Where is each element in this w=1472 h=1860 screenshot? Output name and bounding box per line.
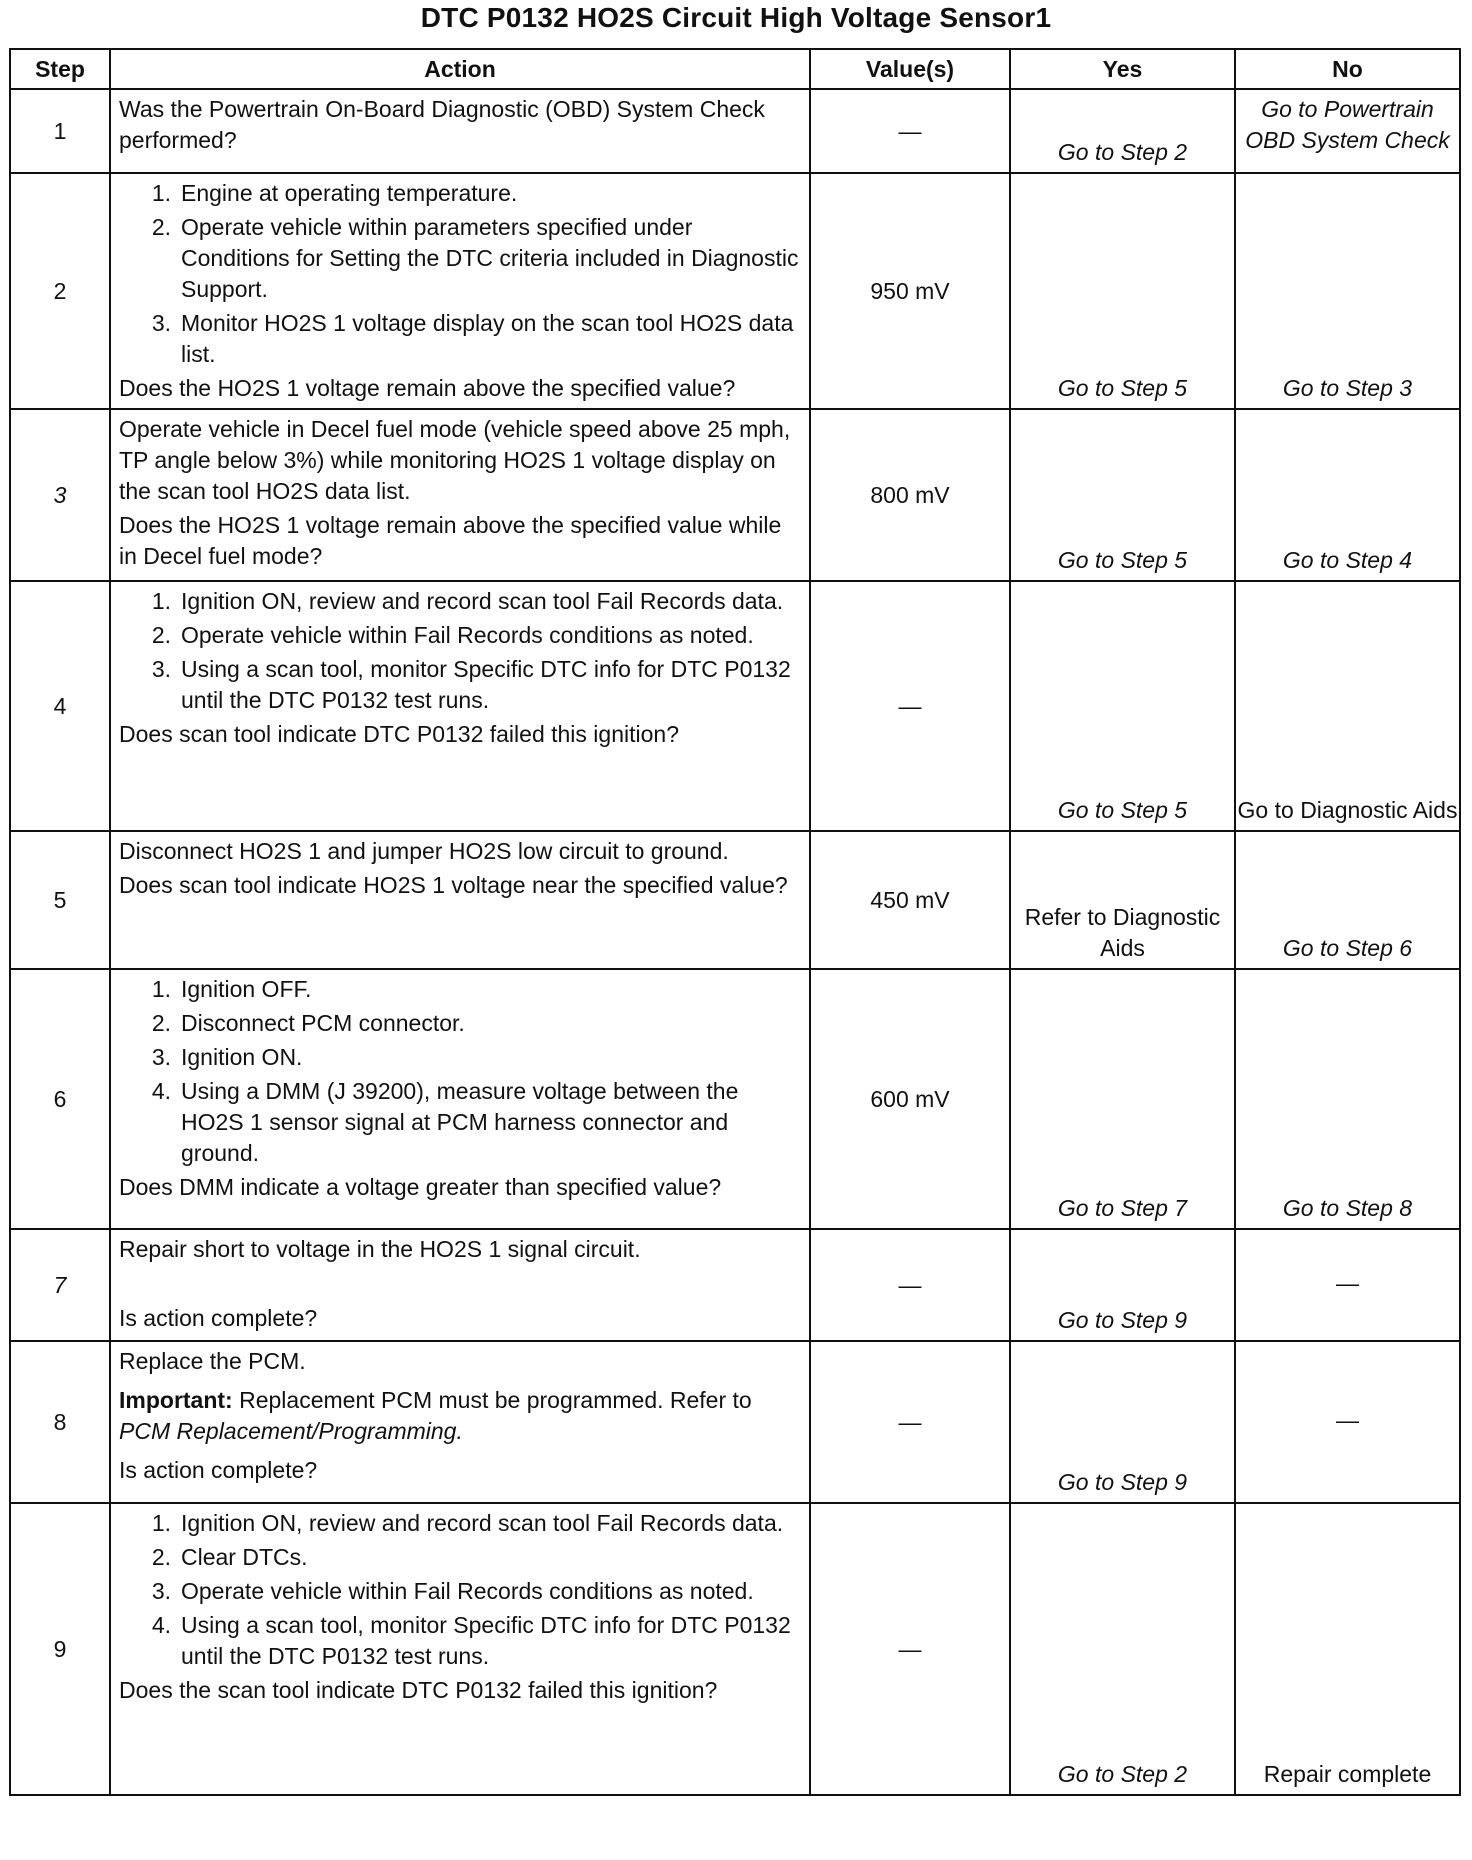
action-cell — [110, 1341, 810, 1503]
value-cell: — — [810, 89, 1010, 173]
action-list-item: 3. Using a scan tool, monitor Specific DTC info for DTC P0132 until the DTC P0132 test runs. — [151, 656, 791, 713]
yes-cell: Go to Step 9 — [1010, 1341, 1235, 1503]
action-list-item: 3. Operate vehicle within Fail Records conditions as noted. — [151, 1578, 754, 1604]
yes-cell: Refer to Diagnostic Aids — [1010, 831, 1235, 969]
no-cell: Go to Step 8 — [1235, 969, 1460, 1229]
action-list-item: 1. Ignition ON, review and record scan tool Fail Records data. — [151, 588, 784, 614]
action-cell — [110, 1503, 810, 1795]
action-question: Does the HO2S 1 voltage remain above the specified value? — [119, 375, 736, 401]
action-text: Repair short to voltage in the HO2S 1 signal circuit. — [119, 1236, 641, 1262]
no-cell: Go to Powertrain OBD System Check — [1235, 89, 1460, 173]
action-list-item: 4. Using a scan tool, monitor Specific DTC info for DTC P0132 until the DTC P0132 test runs. — [151, 1612, 791, 1669]
action-cell — [110, 89, 810, 173]
value-cell: 950 mV — [810, 173, 1010, 409]
action-list-item: 2. Operate vehicle within Fail Records conditions as noted. — [151, 622, 754, 648]
value-cell: 450 mV — [810, 831, 1010, 969]
action-question: Does the scan tool indicate DTC P0132 failed this ignition? — [119, 1677, 718, 1703]
step-number: 7 — [10, 1229, 110, 1341]
action-list-item: 1. Ignition ON, review and record scan tool Fail Records data. — [151, 1510, 784, 1536]
action-cell — [110, 409, 810, 581]
value-cell: 600 mV — [810, 969, 1010, 1229]
step-number: 6 — [10, 969, 110, 1229]
no-cell: Go to Diagnostic Aids — [1235, 581, 1460, 831]
action-list-item: 2. Clear DTCs. — [151, 1544, 308, 1570]
step-number: 2 — [10, 173, 110, 409]
action-question: Does scan tool indicate HO2S 1 voltage near the specified value? — [119, 872, 788, 898]
important-note — [119, 1385, 803, 1447]
action-list-item: 1. Engine at operating temperature. — [151, 180, 518, 206]
action-list-item: 2. Operate vehicle within parameters specified under Conditions for Setting the DTC criteria included in Diagnostic Support. — [151, 214, 799, 302]
table-row — [10, 89, 1460, 173]
diagnostic-table — [9, 48, 1461, 1796]
no-cell: Repair complete — [1235, 1503, 1460, 1795]
action-list — [119, 586, 803, 716]
table-row — [10, 1503, 1460, 1795]
action-list-item: 4. Using a DMM (J 39200), measure voltage between the HO2S 1 sensor signal at PCM harness connector and ground. — [151, 1078, 739, 1166]
action-question: Does the HO2S 1 voltage remain above the specified value while in Decel fuel mode? — [119, 512, 782, 569]
important-label: Important: — [119, 1387, 233, 1413]
step-number: 1 — [10, 89, 110, 173]
important-text: Replacement PCM must be programmed. Refer to — [239, 1387, 752, 1413]
header-action: Action — [110, 49, 810, 89]
action-cell — [110, 581, 810, 831]
value-cell: — — [810, 1503, 1010, 1795]
yes-cell: Go to Step 7 — [1010, 969, 1235, 1229]
table-row — [10, 1341, 1460, 1503]
value-cell: 800 mV — [810, 409, 1010, 581]
value-cell: — — [810, 1341, 1010, 1503]
action-list-item: 2. Disconnect PCM connector. — [151, 1010, 465, 1036]
step-number: 5 — [10, 831, 110, 969]
action-question: Is action complete? — [119, 1305, 318, 1331]
action-list-item: 1. Ignition OFF. — [151, 976, 312, 1002]
table-row — [10, 409, 1460, 581]
action-list — [119, 974, 803, 1169]
step-number: 3 — [10, 409, 110, 581]
step-number: 4 — [10, 581, 110, 831]
no-cell: — — [1235, 1341, 1460, 1503]
header-row — [10, 49, 1460, 89]
yes-cell: Go to Step 5 — [1010, 581, 1235, 831]
action-question: Does scan tool indicate DTC P0132 failed this ignition? — [119, 721, 679, 747]
action-list — [119, 1508, 803, 1672]
yes-cell: Go to Step 5 — [1010, 409, 1235, 581]
action-list-item: 3. Ignition ON. — [151, 1044, 303, 1070]
step-number: 9 — [10, 1503, 110, 1795]
action-text: Operate vehicle in Decel fuel mode (vehicle speed above 25 mph, TP angle below 3%) while monitoring HO2S 1 voltage display on the scan tool HO2S data list. — [119, 416, 791, 504]
important-reference: PCM Replacement/Programming. — [119, 1418, 463, 1444]
action-cell — [110, 831, 810, 969]
action-cell — [110, 969, 810, 1229]
yes-cell: Go to Step 9 — [1010, 1229, 1235, 1341]
action-cell — [110, 173, 810, 409]
action-text: Disconnect HO2S 1 and jumper HO2S low circuit to ground. — [119, 838, 729, 864]
action-cell — [110, 1229, 810, 1341]
action-question: Does DMM indicate a voltage greater than specified value? — [119, 1174, 722, 1200]
yes-cell: Go to Step 5 — [1010, 173, 1235, 409]
action-question: Is action complete? — [119, 1457, 318, 1483]
header-no: No — [1235, 49, 1460, 89]
value-cell: — — [810, 1229, 1010, 1341]
yes-cell: Go to Step 2 — [1010, 1503, 1235, 1795]
no-cell: Go to Step 6 — [1235, 831, 1460, 969]
no-cell: — — [1235, 1229, 1460, 1341]
page-title: DTC P0132 HO2S Circuit High Voltage Sensor1 — [420, 2, 1052, 33]
step-number: 8 — [10, 1341, 110, 1503]
yes-cell: Go to Step 2 — [1010, 89, 1235, 173]
action-text: Replace the PCM. — [119, 1348, 306, 1374]
header-step: Step — [10, 49, 110, 89]
action-list-item: 3. Monitor HO2S 1 voltage display on the scan tool HO2S data list. — [151, 310, 794, 367]
no-cell: Go to Step 4 — [1235, 409, 1460, 581]
no-cell: Go to Step 3 — [1235, 173, 1460, 409]
value-cell: — — [810, 581, 1010, 831]
table-row — [10, 831, 1460, 969]
table-row — [10, 581, 1460, 831]
header-values: Value(s) — [810, 49, 1010, 89]
header-yes: Yes — [1010, 49, 1235, 89]
action-text: Was the Powertrain On-Board Diagnostic (OBD) System Check performed? — [119, 96, 765, 153]
table-row — [10, 1229, 1460, 1341]
table-row — [10, 969, 1460, 1229]
action-list — [119, 178, 803, 370]
table-row — [10, 173, 1460, 409]
